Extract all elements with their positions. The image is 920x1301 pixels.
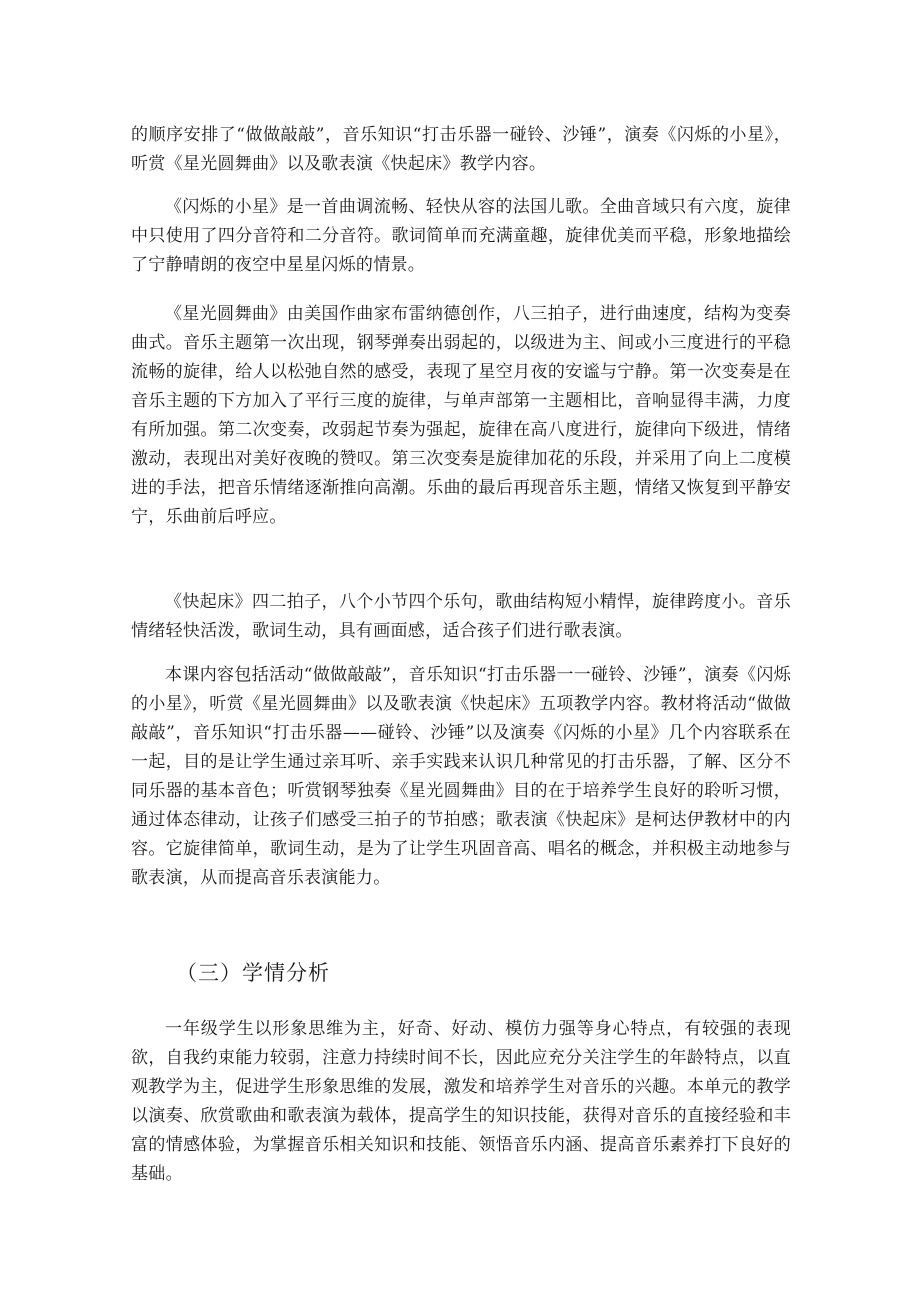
paragraph-lesson-content: 本课内容包括活动“做做敲敲”，音乐知识“打击乐器一一碰铃、沙锤”，演奏《闪烁的小星》，听赏《星光圆舞曲》以及歌表演《快起床》五项教学内容。教材将活动“做做敲敲”，音乐知识“打击乐器——碰铃、沙锤”以及演奏《闪烁的小星》几个内容联系在一起，目的是让学生通过亲耳听、亲手实践来认识几种常见的打击乐器，了解、区分不同乐器的基本音色；听赏钢琴独奏《星光圆舞曲》目的在于培养学生良好的聆听习惯，通过体态律动，让孩子们感受三拍子的节拍感；歌表演《快起床》是柯达伊教材中的内容。它旋律简单，歌词生动，是为了让学生巩固音高、唱名的概念，并积极主动地参与歌表演，从而提高音乐表演能力。 [131, 665, 791, 888]
paragraph-student-analysis: 一年级学生以形象思维为主，好奇、好动、模仿力强等身心特点，有较强的表现欲，自我约束能力较弱，注意力持续时间不长，因此应充分关注学生的年龄特点，以直观教学为主，促进学生形象思维的发展，激发和培养学生对音乐的兴趣。本单元的教学以演奏、欣赏歌曲和歌表演为载体，提高学生的知识技能，获得对音乐的直接经验和丰富的情感体验，为掌握音乐相关知识和技能、领悟音乐内涵、提高音乐素养打下良好的基础。 [131, 1019, 791, 1184]
section-heading: （三）学情分析 [176, 961, 330, 985]
paragraph-twinkle-star: 《闪烁的小星》是一首曲调流畅、轻快从容的法国儿歌。全曲音域只有六度，旋律中只使用了四分音符和二分音符。歌词简单而充满童趣，旋律优美而平稳，形象地描绘了宁静晴朗的夜空中星星闪烁的情景。 [131, 197, 791, 275]
paragraph-intro-continuation: 的顺序安排了“做做敲敲”，音乐知识“打击乐器一碰铃、沙锤”，演奏《闪烁的小星》，听赏《星光圆舞曲》以及歌表演《快起床》教学内容。 [131, 125, 791, 174]
paragraph-starlight-waltz: 《星光圆舞曲》由美国作曲家布雷纳德创作，八三拍子，进行曲速度，结构为变奏曲式。音乐主题第一次出现，钢琴弹奏出弱起的，以级进为主、间或小三度进行的平稳流畅的旋律，给人以松弛自然的感受，表现了星空月夜的安谧与宁静。第一次变奏是在音乐主题的下方加入了平行三度的旋律，与单声部第一主题相比，音响显得丰满，力度有所加强。第二次变奏，改弱起节奏为强起，旋律在高八度进行，旋律向下级进，情绪激动，表现出对美好夜晚的赞叹。第三次变奏是旋律加花的乐段，并采用了向上二度模进的手法，把音乐情绪逐渐推向高潮。乐曲的最后再现音乐主题，情绪又恢复到平静安宁，乐曲前后呼应。 [131, 304, 791, 527]
paragraph-get-up: 《快起床》四二拍子，八个小节四个乐句，歌曲结构短小精悍，旋律跨度小。音乐情绪轻快活泼，歌词生动，具有画面感，适合孩子们进行歌表演。 [131, 592, 791, 641]
